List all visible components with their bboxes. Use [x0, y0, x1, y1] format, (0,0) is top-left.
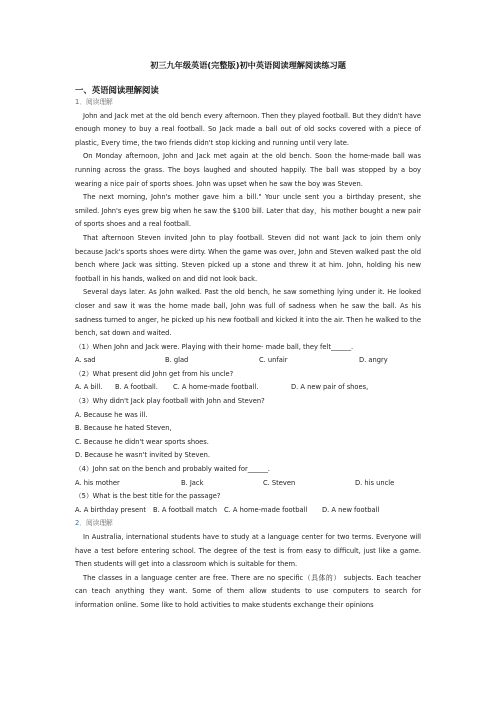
- section-title: 一、英语阅读理解阅读: [75, 85, 159, 95]
- passage-paragraph: That afternoon Steven invited John to play football. Steven did not want Jack to join them only because Jack's sports shoes were dirty. When the game was over, John and Steven walked past the old bench where Jack was sitting. Steven picked up a stone and threw it at him. John, holding his new football in his hands, walked on and did not look back.: [75, 233, 421, 283]
- option: D. A new pair of shoes,: [291, 383, 369, 392]
- option: A. Because he was ill.: [75, 410, 148, 419]
- question-number: 2．: [75, 519, 86, 528]
- sub-question: （1）When John and Jack were. Playing with their home- made ball, they felt______.: [75, 342, 354, 351]
- question-type-label: 阅读理解: [85, 98, 113, 106]
- option: C. A home-made football.: [173, 383, 259, 392]
- question-2-header: [75, 517, 421, 531]
- sub-question: （4）John sat on the bench and probably waited for______.: [75, 465, 270, 474]
- option: B. Jack: [181, 478, 204, 487]
- question-1: [75, 96, 421, 613]
- option: A. sad: [75, 356, 96, 365]
- option: C. Steven: [263, 478, 296, 487]
- question-number: 1．: [75, 98, 86, 106]
- question-type-label: 阅读理解: [85, 519, 113, 528]
- option: D. Because he wasn't invited by Steven.: [75, 451, 210, 460]
- option: D. A new football: [322, 505, 380, 514]
- question-1-header: [75, 96, 421, 110]
- option: D. angry: [359, 356, 388, 365]
- document-title: 初三九年级英语(完整版)初中英语阅读理解阅读练习题: [150, 60, 346, 70]
- option: A. A bill.: [75, 383, 103, 392]
- answer-options: [75, 381, 421, 395]
- answer-options: [75, 504, 421, 518]
- option: B. A football match: [153, 505, 218, 514]
- option: B. Because he hated Steven,: [75, 424, 172, 433]
- sub-question: （3）Why didn't Jack play football with John and Steven?: [75, 397, 265, 406]
- passage-paragraph: Several days later. As John walked. Past the old bench, he saw something lying under it. He looked closer and saw it was the home made ball, John was full of sadness when he saw the ball. As his sadness turned to anger, he picked up his new football and kicked it into the air. Then he walked to the bench, sat down and waited.: [75, 288, 421, 338]
- passage-paragraph: John and Jack met at the old bench every afternoon. Then they played football. But they didn't have enough money to buy a real football. So Jack made a ball out of old socks covered with a piece of plastic, Every time, the two friends didn't stop kicking and running until very late.: [75, 111, 421, 147]
- passage-paragraph: The classes in a language center are free. There are no specific（具体的） subjects. Each teacher can teach anything they want. Some of them allow students to use computers to search for information online. Some like to hold activities to make students exchange their opinions: [75, 573, 421, 609]
- option: B. glad: [165, 356, 189, 365]
- sub-question: （5）What is the best title for the passage?: [75, 492, 221, 501]
- option: C. A home-made football: [224, 505, 308, 514]
- option: A. his mother: [75, 478, 120, 487]
- passage-paragraph: On Monday afternoon, John and Jack met again at the old bench. Soon the home-made ball was running across the grass. The boys laughed and shouted happily. The ball was stopped by a boy wearing a nice pair of sports shoes. John was upset when he saw the boy was Steven.: [75, 152, 421, 188]
- sub-question: （2）What present did John get from his uncle?: [75, 369, 234, 378]
- answer-options: [75, 354, 421, 368]
- option: D. his uncle: [355, 478, 395, 487]
- option: B. A football.: [115, 383, 158, 392]
- option: A. A birthday present: [75, 505, 146, 514]
- passage-paragraph: The next morning, John's mother gave him a bill." Your uncle sent you a birthday present, she smiled. John's eyes grew big when he saw the $100 bill. Later that day，his mother bought a new pair of sports shoes and a real football.: [75, 193, 421, 229]
- passage-paragraph: In Australia, international students have to study at a language center for two terms. Everyone will have a test before entering school. The degree of the test is from easy to difficult, just like a game. Then students will get into a classroom which is suitable for them.: [75, 533, 421, 569]
- answer-options: [75, 477, 421, 491]
- option: C. unfair: [259, 356, 288, 365]
- option: C. Because he didn't wear sports shoes.: [75, 437, 209, 446]
